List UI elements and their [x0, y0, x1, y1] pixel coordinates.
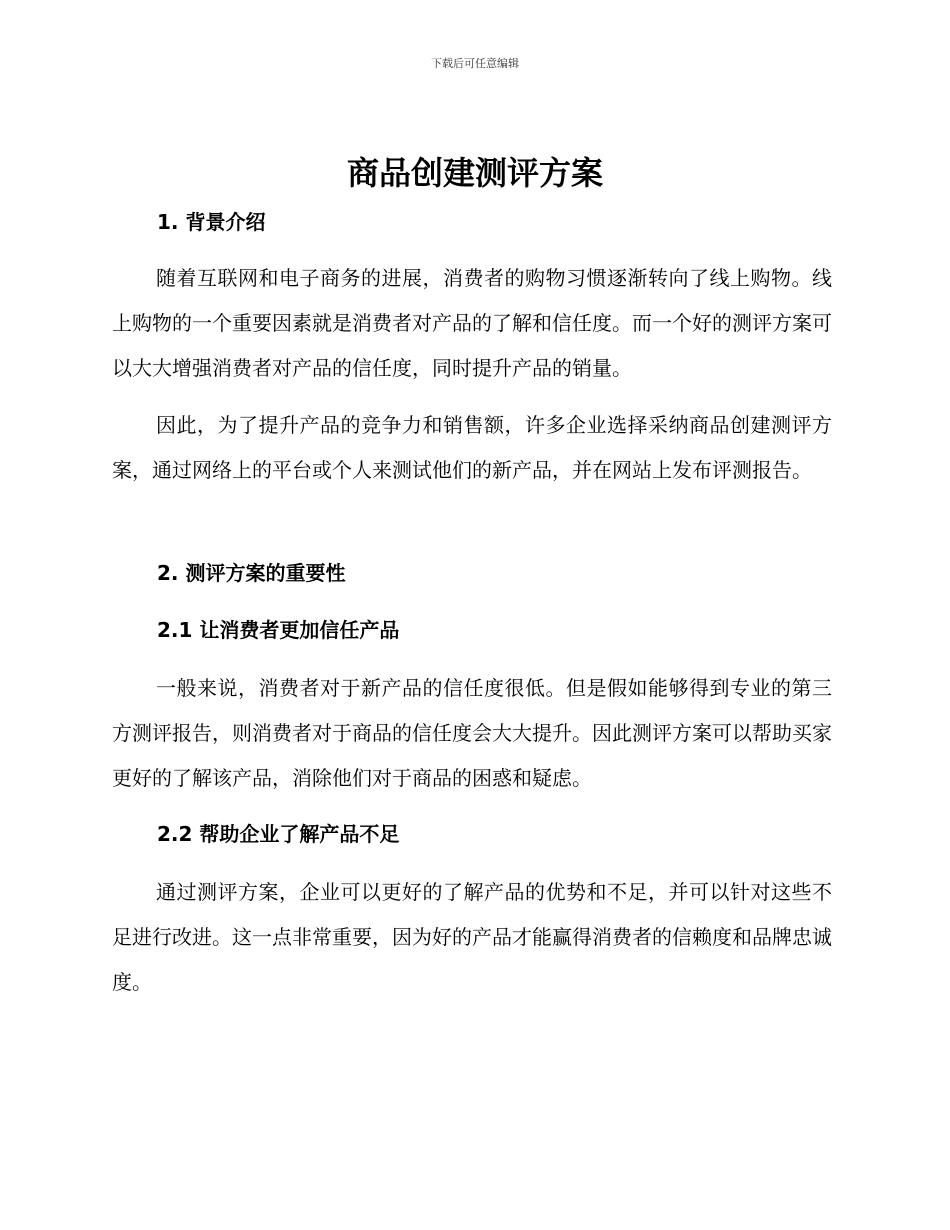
paragraph-trust: 一般来说，消费者对于新产品的信任度很低。但是假如能够得到专业的第三方测评报告，则消费者对于商品的信任度会大大提升。因此测评方案可以帮助买家更好的了解该产品，消除他们对于商品的困惑和疑虑。: [112, 676, 832, 790]
document-title: 商品创建测评方案: [346, 154, 603, 192]
section-heading-background: 1. 背景介绍: [157, 210, 266, 234]
section-heading-importance: 2. 测评方案的重要性: [157, 561, 346, 585]
paragraph-background-2: 因此，为了提升产品的竞争力和销售额，许多企业选择采纳商品创建测评方案，通过网络上的平台或个人来测试他们的新产品，并在网站上发布评测报告。: [112, 413, 832, 482]
paragraph-shortcomings: 通过测评方案，企业可以更好的了解产品的优势和不足，并可以针对这些不足进行改进。这一点非常重要，因为好的产品才能赢得消费者的信赖度和品牌忠诚度。: [112, 880, 832, 994]
page-header-note: 下载后可任意编辑: [431, 57, 519, 70]
subsection-heading-shortcomings: 2.2 帮助企业了解产品不足: [157, 822, 400, 846]
subsection-heading-trust: 2.1 让消费者更加信任产品: [157, 618, 400, 642]
paragraph-background-1: 随着互联网和电子商务的进展，消费者的购物习惯逐渐转向了线上购物。线上购物的一个重要因素就是消费者对产品的了解和信任度。而一个好的测评方案可以大大增强消费者对产品的信任度，同时提升产品的销量。: [112, 266, 832, 380]
